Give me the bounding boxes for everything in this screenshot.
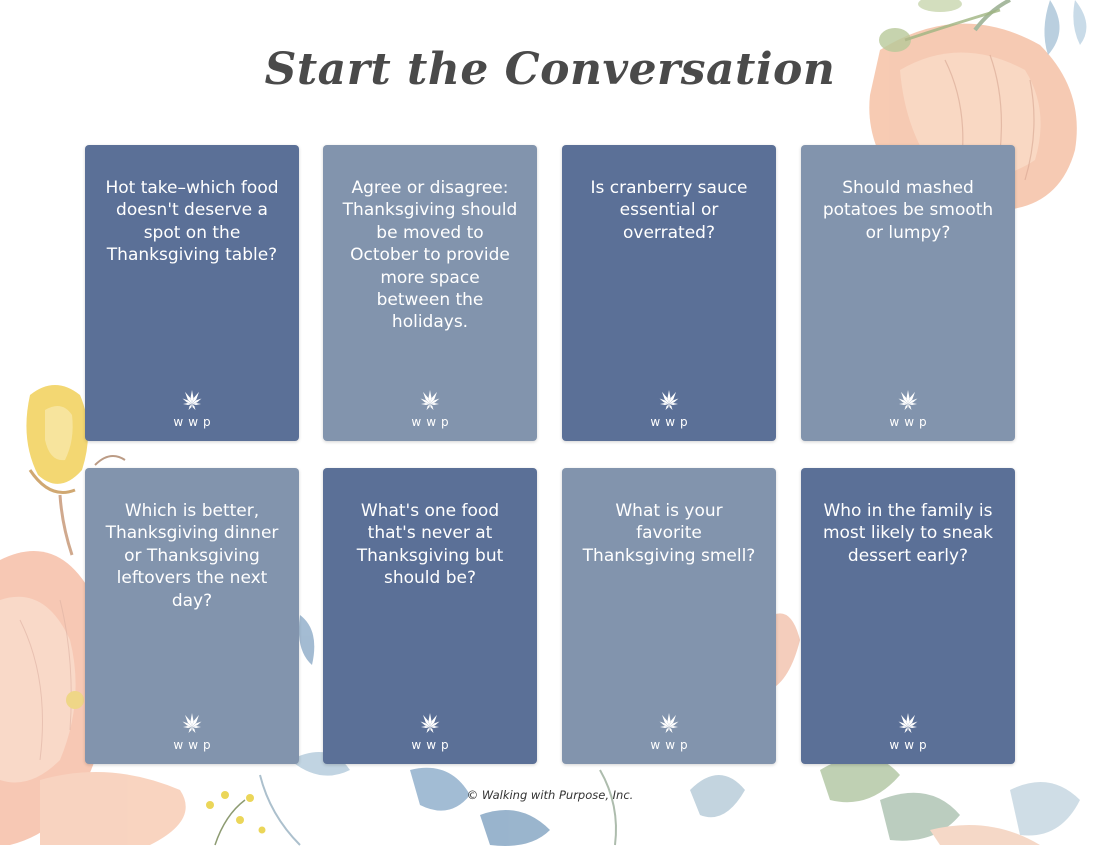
wwp-logo	[85, 711, 299, 752]
logo-text: wwp	[173, 415, 216, 429]
conversation-card-7	[562, 468, 776, 764]
card-question: Is cranberry sauce essential or overrated?	[590, 178, 748, 243]
page-title: Start the Conversation	[264, 44, 836, 95]
conversation-card-6	[323, 468, 537, 764]
card-question: Should mashed potatoes be smooth or lumpy?	[822, 178, 994, 243]
logo-text: wwp	[650, 415, 693, 429]
lotus-flower-icon	[179, 711, 205, 737]
logo-text: wwp	[173, 738, 216, 752]
logo-text: wwp	[889, 415, 932, 429]
conversation-card-4	[801, 145, 1015, 441]
wwp-logo	[323, 711, 537, 752]
card-question: Hot take–which food doesn't deserve a spot on the Thanksgiving table?	[105, 178, 279, 266]
lotus-flower-icon	[417, 388, 443, 414]
conversation-card-1	[85, 145, 299, 441]
card-question: Which is better, Thanksgiving dinner or Thanksgiving leftovers the next day?	[105, 501, 279, 611]
wwp-logo	[801, 711, 1015, 752]
lotus-flower-icon	[656, 388, 682, 414]
lotus-flower-icon	[895, 388, 921, 414]
lotus-flower-icon	[179, 388, 205, 414]
wwp-logo	[323, 388, 537, 429]
lotus-flower-icon	[895, 711, 921, 737]
logo-text: wwp	[411, 738, 454, 752]
logo-text: wwp	[889, 738, 932, 752]
conversation-card-5	[85, 468, 299, 764]
logo-text: wwp	[411, 415, 454, 429]
lotus-flower-icon	[417, 711, 443, 737]
conversation-card-8	[801, 468, 1015, 764]
lotus-flower-icon	[656, 711, 682, 737]
copyright-footer: © Walking with Purpose, Inc.	[466, 788, 634, 802]
card-question: Agree or disagree: Thanksgiving should be moved to October to provide more space between the holidays.	[342, 178, 518, 333]
card-question: What's one food that's never at Thanksgiving but should be?	[356, 501, 504, 589]
wwp-logo	[801, 388, 1015, 429]
wwp-logo	[85, 388, 299, 429]
logo-text: wwp	[650, 738, 693, 752]
wwp-logo	[562, 711, 776, 752]
card-question: Who in the family is most likely to sneak dessert early?	[822, 501, 994, 566]
conversation-card-3	[562, 145, 776, 441]
conversation-card-2	[323, 145, 537, 441]
wwp-logo	[562, 388, 776, 429]
card-question: What is your favorite Thanksgiving smell?	[582, 501, 756, 566]
